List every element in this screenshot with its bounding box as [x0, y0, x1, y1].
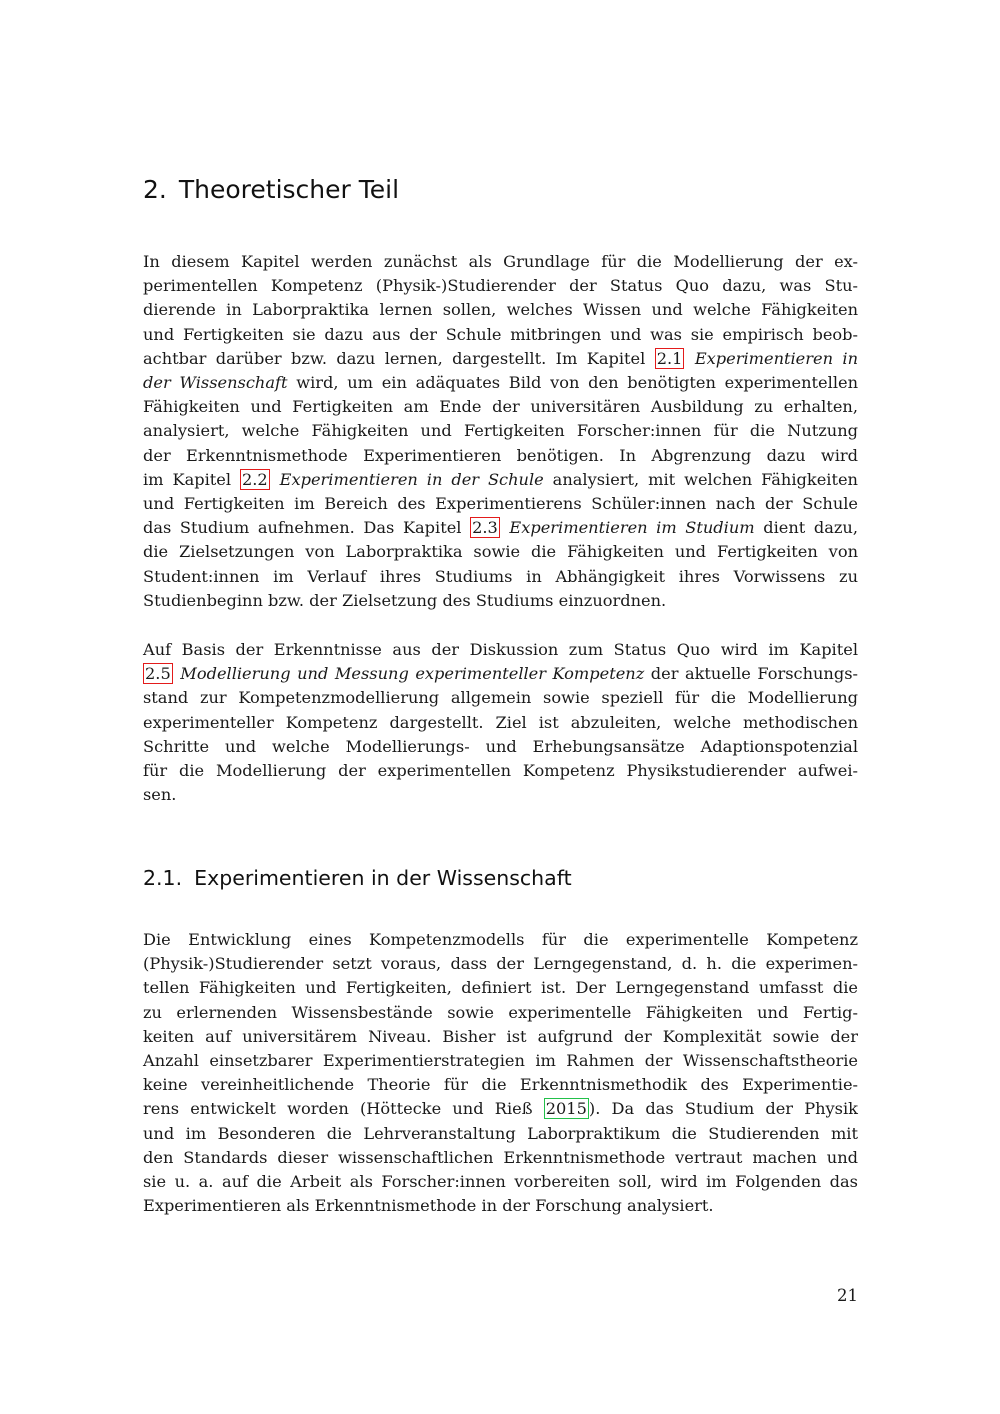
text-fragment: analysiert, mit welchen Fähigkeiten [543, 469, 858, 489]
text-fragment: achtbar darüber bzw. dazu lernen, dargestellt. Im Kapitel [143, 348, 655, 368]
text-line: (Physik-)Studierender setzt voraus, dass der Lerngegenstand, d. h. die experimen- [143, 954, 858, 974]
text-line: Student:innen im Verlauf ihres Studiums in Abhängigkeit ihres Vorwissens zu [143, 566, 858, 586]
text-line: zu erlernenden Wissensbestände sowie experimentelle Fähigkeiten und Fertig- [143, 1002, 858, 1022]
text-line: und Fertigkeiten im Bereich des Experimentierens Schüler:innen nach der Schule [143, 494, 858, 514]
section-heading [143, 862, 572, 894]
intro-paragraph-1 [143, 250, 858, 613]
text-line: Schritte und welche Modellierungs- und Erhebungsansätze Adaptionspotenzial [143, 736, 858, 756]
text-line: und Fertigkeiten sie dazu aus der Schule mitbringen und was sie empirisch beob- [143, 324, 858, 344]
text-fragment: ). Da das Studium der Physik [588, 1099, 858, 1119]
ref-title: der Wissenschaft [143, 373, 288, 393]
section-number: 2.1. [143, 866, 183, 890]
text-line: Experimentieren als Erkenntnismethode in der Forschung analysiert. [143, 1196, 714, 1216]
text-line: In diesem Kapitel werden zunächst als Grundlage für die Modellierung der ex- [143, 252, 858, 271]
text-fragment: wird, um ein adäquates Bild von den benötigten experimentellen [287, 373, 859, 393]
text-line [143, 347, 858, 371]
ref-title: Experimentieren in der Schule [279, 469, 544, 489]
text-line: sie u. a. auf die Arbeit als Forscher:innen vorbereiten soll, wird im Folgenden das [143, 1172, 858, 1192]
intro-paragraph-2 [143, 638, 858, 807]
text-fragment: im Kapitel [143, 469, 240, 489]
chapter-number: 2. [143, 175, 167, 204]
text-line: perimentellen Kompetenz (Physik-)Studierender der Status Quo dazu, was Stu- [143, 276, 858, 296]
page-number: 21 [837, 1286, 858, 1305]
text-line [143, 516, 858, 540]
text-line: experimenteller Kompetenz dargestellt. Ziel ist abzuleiten, welche methodischen [143, 712, 858, 732]
text-line: Studienbeginn bzw. der Zielsetzung des Studiums einzuordnen. [143, 590, 667, 610]
text-line [143, 468, 858, 492]
text-line [143, 371, 858, 395]
ref-title: Experimentieren in [694, 348, 858, 368]
text-line: und im Besonderen die Lehrveranstaltung Laborpraktikum die Studierenden mit [143, 1123, 858, 1143]
text-fragment: der aktuelle Forschungs- [644, 664, 858, 684]
text-line [143, 1097, 858, 1121]
section-ref-link[interactable]: 2.3 [472, 518, 498, 538]
section-ref-link[interactable]: 2.5 [145, 664, 171, 684]
text-line: für die Modellierung der experimentellen Kompetenz Physikstudierender aufwei- [143, 761, 858, 781]
text-line: dierende in Laborpraktika lernen sollen, welches Wissen und welche Fähigkeiten [143, 300, 858, 320]
text-line: Anzahl einsetzbarer Experimentierstrategien im Rahmen der Wissenschaftstheorie [143, 1051, 858, 1071]
section-ref-link[interactable]: 2.2 [241, 469, 268, 489]
text-line: tellen Fähigkeiten und Fertigkeiten, definiert ist. Der Lerngegenstand umfasst die [143, 978, 858, 998]
text-line: keine vereinheitlichende Theorie für die Erkenntnismethodik des Experimentie- [143, 1075, 858, 1095]
section-paragraph-1 [143, 928, 858, 1218]
text-line: der Erkenntnismethode Experimentieren benötigen. In Abgrenzung dazu wird [143, 445, 858, 465]
text-line: keiten auf universitärem Niveau. Bisher ist aufgrund der Komplexität sowie der [143, 1026, 858, 1046]
ref-title: Modellierung und Messung experimenteller Kompetenz [180, 664, 645, 684]
text-line: Fähigkeiten und Fertigkeiten am Ende der universitären Ausbildung zu erhalten, [143, 397, 858, 417]
text-line: analysiert, welche Fähigkeiten und Fertigkeiten Forscher:innen für die Nutzung [143, 421, 858, 441]
text-fragment: dient dazu, [754, 518, 858, 538]
text-fragment: rens entwickelt worden (Höttecke und Rieß [143, 1099, 544, 1119]
text-line: stand zur Kompetenzmodellierung allgemein sowie speziell für die Modellierung [143, 688, 858, 708]
section-ref-link[interactable]: 2.1 [656, 348, 683, 368]
citation-link[interactable]: 2015 [545, 1099, 587, 1119]
text-fragment: das Studium aufnehmen. Das Kapitel [143, 518, 471, 538]
chapter-title: Theoretischer Teil [178, 175, 400, 204]
chapter-heading [143, 172, 399, 208]
ref-title: Experimentieren im Studium [509, 518, 755, 538]
text-line: Auf Basis der Erkenntnisse aus der Diskussion zum Status Quo wird im Kapitel [143, 640, 858, 659]
text-line: den Standards dieser wissenschaftlichen Erkenntnismethode vertraut machen und [143, 1147, 858, 1167]
section-title: Experimentieren in der Wissenschaft [194, 866, 572, 890]
text-line: die Zielsetzungen von Laborpraktika sowie die Fähigkeiten und Fertigkeiten von [143, 542, 858, 562]
text-line [143, 662, 858, 686]
text-line: sen. [143, 785, 177, 805]
text-line: Die Entwicklung eines Kompetenzmodells für die experimentelle Kompetenz [143, 930, 858, 949]
